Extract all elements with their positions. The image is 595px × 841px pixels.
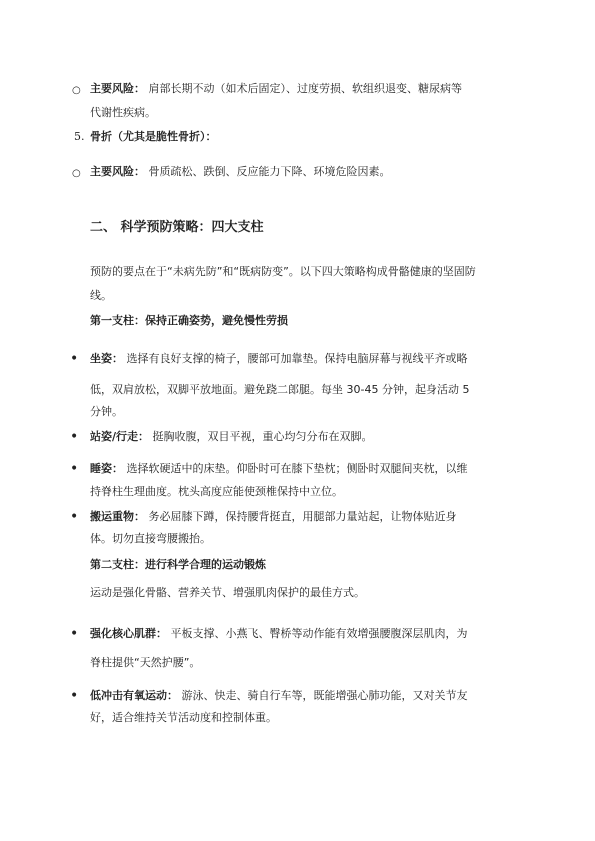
section-heading: 二、 科学预防策略：四大支柱 [90, 220, 264, 235]
bullet-item [90, 430, 373, 444]
bullet-text: 务必屈膝下蹲，保持腰背挺直，用腿部力量站起，让物体贴近身 [148, 510, 457, 523]
bullet-text-cont: 好，适合维持关节活动度和控制体重。 [90, 711, 277, 724]
section-intro: 预防的要点在于“未病先防”和“既病防变”。以下四大策略构成骨骼健康的坚固防 [90, 265, 476, 278]
list-item-title: 骨折（尤其是脆性骨折）： [90, 130, 217, 143]
bullet-label: 睡姿： [90, 462, 123, 475]
bullet-text: 选择软硬适中的床垫。仰卧时可在膝下垫枕；侧卧时双腿间夹枕，以维 [126, 462, 468, 475]
bullet-item [90, 352, 468, 366]
bullet-item [90, 689, 468, 703]
bullet-icon: • [70, 351, 79, 367]
bullet-icon: • [70, 429, 79, 445]
bullet-item [90, 627, 468, 641]
bullet-item [90, 510, 457, 524]
bullet-icon: • [70, 688, 79, 704]
bullet-text-cont: 脊柱提供“天然护腰”。 [90, 656, 201, 669]
risk-label: 主要风险： [90, 165, 145, 178]
bullet-item [90, 462, 468, 476]
bullet-label: 强化核心肌群： [90, 627, 167, 640]
bullet-text-cont: 体。切勿直接弯腰搬抬。 [90, 532, 211, 545]
circle-bullet-icon: ○ [72, 85, 81, 96]
risk-item [90, 165, 391, 179]
bullet-text: 挺胸收腹，双目平视，重心均匀分布在双脚。 [152, 430, 373, 443]
bullet-label: 搬运重物： [90, 510, 145, 523]
bullet-label: 站姿/行走： [90, 430, 150, 443]
section-intro-cont: 线。 [90, 289, 112, 302]
risk-text-cont: 代谢性疾病。 [90, 106, 156, 119]
bullet-icon: • [70, 461, 79, 477]
pillar-title: 第二支柱：进行科学合理的运动锻炼 [90, 558, 266, 571]
risk-text: 骨质疏松、跌倒、反应能力下降、环境危险因素。 [148, 165, 391, 178]
bullet-text-cont: 分钟。 [90, 405, 123, 418]
bullet-icon: • [70, 626, 79, 642]
bullet-text: 游泳、快走、骑自行车等，既能增强心肺功能，又对关节友 [181, 689, 468, 702]
bullet-icon: • [70, 509, 79, 525]
bullet-text: 平板支撑、小燕飞、臀桥等动作能有效增强腰腹深层肌肉，为 [170, 627, 468, 640]
pillar-intro: 运动是强化骨骼、营养关节、增强肌肉保护的最佳方式。 [90, 586, 365, 599]
bullet-text: 选择有良好支撑的椅子，腰部可加靠垫。保持电脑屏幕与视线平齐或略 [126, 352, 468, 365]
risk-label: 主要风险： [90, 82, 145, 95]
bullet-label: 低冲击有氧运动： [90, 689, 178, 702]
bullet-label: 坐姿： [90, 352, 123, 365]
risk-item [90, 82, 462, 96]
bullet-text-cont: 持脊柱生理曲度。枕头高度应能使颈椎保持中立位。 [90, 485, 343, 498]
list-number: 5. [74, 130, 85, 143]
bullet-text-cont: 低，双肩放松，双脚平放地面。避免跷二郎腿。每坐 30-45 分钟，起身活动 5 [90, 383, 470, 396]
risk-text: 肩部长期不动（如术后固定）、过度劳损、软组织退变、糖尿病等 [148, 82, 462, 95]
pillar-title: 第一支柱：保持正确姿势，避免慢性劳损 [90, 314, 288, 327]
circle-bullet-icon: ○ [72, 168, 81, 179]
